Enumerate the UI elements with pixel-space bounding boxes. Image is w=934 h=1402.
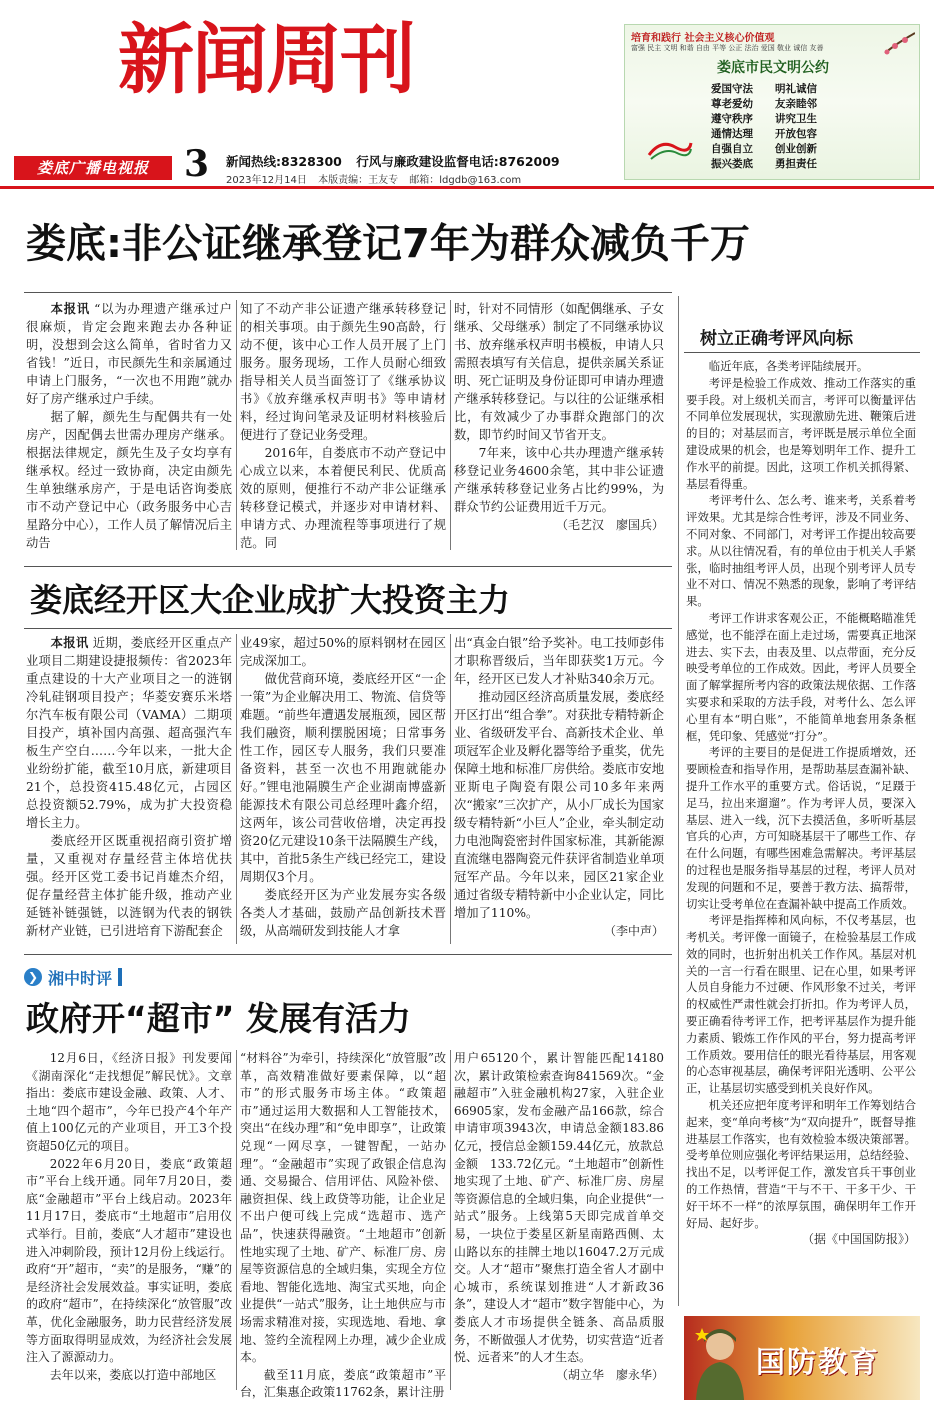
column-divider xyxy=(450,300,451,550)
civic-emblem-icon xyxy=(647,135,693,161)
civic-pact-title: 娄底市民文明公约 xyxy=(717,60,829,76)
soldier-icon xyxy=(688,1322,752,1400)
column-divider xyxy=(450,634,451,944)
article2-signature: （李中声） xyxy=(603,924,664,938)
article1-column-2: 知了不动产非公证遗产继承转移登记的相关事项。由于颜先生90高龄，行动不便，该中心工作人员开展了上门服务。服务现场，工作人员耐心细致指导相关人员当面签订了《继承协议书》《放弃继承权声明书》等申请材料，经过询问笔录及证明材料核验后便进行了登记业务受理。 2016年，自娄底市不动产登记中心成立以来，本着便民利民、优质高效的原则，便推行不动产非公证继承转移登记模式，并逐步对申请材料、申请方式、办理流程等事项进行了规范。同 xyxy=(240,302,446,550)
commentary-tag-label: 湘中时评 xyxy=(48,968,113,988)
hotline-info xyxy=(226,152,570,170)
divider xyxy=(24,292,672,293)
pact-row: 尊老爱幼 友亲睦邻 xyxy=(711,98,817,110)
issue-date: 2023年12月14日 xyxy=(226,175,307,186)
contact-email: 邮箱：ldgdb@163.com xyxy=(409,175,522,186)
divider xyxy=(24,628,672,629)
column-divider xyxy=(236,1050,237,1390)
civic-pact-grid xyxy=(711,81,861,171)
dateline xyxy=(226,171,529,186)
core-values-line: 富强 民主 文明 和谐 自由 平等 公正 法治 爱国 敬业 诚信 友善 xyxy=(631,44,824,52)
national-defense-banner xyxy=(684,1316,920,1400)
commentary-tag xyxy=(24,966,122,988)
article3-column-1: 12月6日，《经济日报》刊发要闻《湖南深化“走找想促”解民忧》。文章指出：娄底市建设金融、政策、人才、土地“四个超市”，今年已投产4个年产值上100亿元的产业项目，开工3个投资超50亿元的项目。 2022年6月20日，娄底“政策超市”平台上线开通。同年7月20日，娄底“金融超市”平台上线启动。2023年11月17日，娄底市“土地超市”启用仪式举行。目前，娄底“人才超市”建设也进入冲刺阶段，预计12月份上线运行。政府“开”超市，“卖”的是服务，“赚”的是经济社会发展效益。事实证明，娄底的政府“超市”，在持续深化“放管服”改革，优化金融服务，助力民营经济发展等方面取得明显成效，为经济社会发展注入了源源动力。 去年以来，娄底以打造中部地区 xyxy=(26,1051,232,1382)
article3-headline: 政府开“超市” 发展有活力 xyxy=(26,999,411,1038)
article2-column-1: 本报讯 近期，娄底经开区重点产业项目二期建设捷报频传：省2023年重点建设的十大产业项目之一的涟钢冷轧硅钢项目投产；华菱安赛乐米塔尔汽车板有限公司（VAMA）二期项目投产，填补国内高强、超高强汽车板生产空白……今年以来，一批大企业纷纷扩能，截至10月底，新建项目21个，总投资415.48亿元，占园区总投资额52.79%，成为扩大投资稳增长主力。 娄底经开区既重视招商引资扩增量，又重视对存量经营主体培优扶强。经开区党工委书记肖雄杰介绍，促存量经营主体扩能升级，推动产业延链补链强链，以涟钢为代表的钢铁新材产业链，已引进培育下游配套企 xyxy=(26,636,232,938)
banner-label: 国防教育 xyxy=(756,1345,881,1379)
news-hotline: 新闻热线:8328300 xyxy=(226,154,342,169)
article3-column-3: 用户65120个，累计智能匹配14180次，累计政策检索查询841569次。“金融超市”入驻金融机构27家，入驻企业66905家，发布金融产品166款，综合申请审项3943次，申请总金额183.86亿元，授信总金额159.44亿元，放款总金额 133.72亿元。“土地超市”创新性地实现了土地、矿产、标准厂房、房屋等资源信息的全域归集，向企业提供“一站式”服务。上线第5天即完成首单交易，一块位于娄星区新星南路西侧、太山路以东的挂牌土地以16047.2万元成交。人才“超市”聚焦打造全省人才副中心城市，系统谋划推进“人才新政36条”，建设人才“超市”数字智能中心，为娄底人才市场提供全链条、高品质服务，不断做强人才优势，切实营造“近者悦、远者来”的人才生态。 （胡立华 廖永华） xyxy=(454,1050,664,1384)
divider xyxy=(684,352,920,353)
article1-column-3: 时，针对不同情形（如配偶继承、子女继承、父母继承）制定了不同继承协议书、放弃继承权声明书模板，申请人只需照表填写有关信息，提供亲属关系证明、死亡证明及身份证即可申请办理遗产继承转移登记。与以往的公证继承相比，有效减少了办事群众跑部门的次数，即节约时间又节省开支。 7年来，该中心共办理遗产继承转移登记业务4600余笔，其中非公证遗产继承转移登记业务占比约99%，为群众节约公证费用近千万元。 （毛艺汉 廖国兵） xyxy=(454,302,664,532)
article2-column-2: 业49家，超过50%的原料钢材在园区完成深加工。 做优营商环境，娄底经开区“一企一策”为企业解决用工、物流、信贷等难题。“前些年遭遇发展瓶颈，园区帮我们融资，顺利摆脱困境；日常事务性工作，园区专人服务，我们只要准备资料，甚至一次也不用跑就能办好。”锂电池隔膜生产企业湖南博盛新能源技术有限公司总经理叶鑫介绍，这两年，该公司营收倍增，决定再投资20亿元建设10条干法隔膜生产线，其中，首批5条生产线已经完工，建设周期仅3个月。 娄底经开区为产业发展夯实各级各类人才基础，鼓励产品创新技术晋级，从高端研发到技能人才拿 xyxy=(240,636,446,938)
civic-pact-header: 培育和践行 社会主义核心价值观 xyxy=(631,33,775,44)
page-editor: 本版责编：王友专 xyxy=(318,175,399,186)
pact-row: 振兴娄底 勇担责任 xyxy=(711,158,817,170)
article1-column-1: 本报讯 “以为办理遗产继承过户很麻烦，肯定会跑来跑去办各种证明，没想到会这么简单，省时省力又省钱！”近日，市民颜先生和亲属通过申请上门服务，“一次也不用跑”就办好了房产继承过户手续。 据了解，颜先生与配偶共有一处房产，因配偶去世需办理房产继承。根据法律规定，颜先生及子女均享有继承权。经过一致协商，决定由颜先生单独继承房产，于是电话咨询娄底市不动产登记中心（政务服务中心吉星路分中心），工作人员了解情况后主动告 xyxy=(26,302,232,550)
page-number: 3 xyxy=(184,143,210,185)
newspaper-masthead-title: 新闻周刊 xyxy=(118,15,414,104)
divider xyxy=(24,954,672,955)
civic-pact-panel xyxy=(624,24,920,180)
pact-row: 自强自立 创业创新 xyxy=(711,143,817,155)
sidebar-divider xyxy=(678,296,679,1306)
article1-lead: 本报讯 xyxy=(50,302,91,316)
article2-headline: 娄底经开区大企业成扩大投资主力 xyxy=(30,581,511,619)
article3-column-2: “材料谷”为牵引，持续深化“放管服”改革，高效精准做好要素保障，以“超市”的形式服务市场主体。“政策超市”通过运用大数据和人工智能技术，突出“在线办理”和“免申即享”，让政策兑现“一网尽享，一键智配，一站办理”。“金融超市”实现了政银企信息沟通、交易撮合、信用评估、风险补偿、融资担保、线上政贷等功能，让企业足不出户便可线上完成“选超市、选产品”，快速获得融资。“土地超市”创新性地实现了土地、矿产、标准厂房、房屋等资源信息的全域归集，实现全方位看地、智能化选地、淘宝式买地，向企业提供“一站式”服务，让土地供应与市场需求精准对接，实现选地、看地、拿地、签约全流程网上办理，减少企业成本。 截至11月底，娄底“政策超市”平台，汇集惠企政策11762条，累计注册 xyxy=(240,1051,446,1400)
column-divider xyxy=(236,300,237,550)
chevron-right-icon: ❯ xyxy=(24,968,42,986)
sidebar-article: 临近年底，各类考评陆续展开。 考评是检验工作成效、推动工作落实的重要手段。对上级机关而言，考评可以衡量评估不同单位发展现状，实现激励先进、鞭策后进的目的；对基层而言，考评既是展示单位全面建设成果的机会，也是筹划明年工作、提升工作水平的前提。因此，这项工作机关抓得紧、基层看得重。 考评考什么、怎么考、谁来考，关系着考评效果。尤其是综合性考评，涉及不同业务、不同对象、不同部门，对考评工作提出较高要求。从以往情况看，有的单位由于机关人手紧张，临时抽组考评人员，出现个别考评人员专业不对口、情况不熟悉的现象，影响了考评结果。 考评工作讲求客观公正，不能概略瞄准凭感觉，也不能浮在面上走过场，需要真正地深进去、实下去，由表及里、以点带面，充分反映受考单位的工作成效。因此，考评人员要全面了解掌握所考内容的政策法规依据、工作落实要求和采取的方法手段，对考什么、怎么评心里有本“明白账”，不能简单地套用条条框框，凭印象、凭感觉“打分”。 考评的主要目的是促进工作提质增效，还要顾检查和指导作用，是帮助基层查漏补缺、提升工作水平的重要方式。俗话说，“足蹑于足马，拉出来遛遛”。作为考评人员，要深入基层、进入一线，沉下去摸活鱼，多听听基层官兵的心声，方可知晓基层干了哪些工作、存在什么问题，有哪些困难急需解决。考评基层的过程也是服务指导基层的过程，考评人员对发现的问题和不足，要善于教方法、搞帮带，切实让受考单位在查漏补缺中提高工作质效。 考评是指挥棒和风向标，不仅考基层，也考机关。考评像一面镜子，在检验基层工作成效的同时，也折射出机关工作作风。基层对机关的一言一行看在眼里、记在心里，如果考评人员自身能力不过硬、作风形象不过关，考评的权威性严肃性就会打折扣。作为考评人员，要正确看待考评工作，把考评基层作为提升能力素质、锻炼工作作风的平台，努力提高考评工作质效。要用信任的眼光看待基层，用客观的心态审视基层，确保考评阳光透明、公平公正，让基层切实感受到机关良好作风。 机关还应把年度考评和明年工作筹划结合起来，变“单向考核”为“双向提升”，既督导推进基层工作落实，也有效检验本级决策部署。受考单位则应强化考评结果运用，总结经验、找出不足，以考评促工作，激发官兵干事创业的工作热情，营造“干与不干、干多干少、干好干坏不一样”的浓厚氛围，确保明年工作开好局、起好步。 （据《中国国防报》） xyxy=(686,359,916,1247)
masthead-divider xyxy=(0,186,934,189)
article1-signature: （毛艺汉 廖国兵） xyxy=(555,518,664,532)
divider xyxy=(24,566,672,567)
article1-headline: 娄底:非公证继承登记7年为群众减负千万 xyxy=(26,221,750,267)
supervision-hotline: 行风与廉政建设监督电话:8762009 xyxy=(356,154,560,169)
column-divider xyxy=(236,634,237,944)
tag-accent-bar xyxy=(118,968,122,986)
channel-badge: 娄底广播电视报 xyxy=(14,156,172,180)
pact-row: 遵守秩序 讲究卫生 xyxy=(711,113,817,125)
pact-row: 通情达理 开放包容 xyxy=(711,128,817,140)
article2-column-3: 出“真金白银”给予奖补。电工技师彭伟才职称晋级后，当年即获奖1万元。今年，经开区已发人才补贴340余万元。 推动园区经济高质量发展，娄底经开区打出“组合拳”。对获批专精特新企业、省级研发平台、高新技术企业、单项冠军企业及孵化器等给予重奖，优先保障土地和标准厂房供给。娄底市安地亚斯电子陶瓷有限公司10多年来两次“搬家”三次扩产，从小厂成长为国家级专精特新“小巨人”企业，牵头制定动力电池陶瓷密封件国家标准，其新能源直流继电器陶瓷元件获评省制造业单项冠军产品。今年以来，园区21家企业通过省级专精特新中小企业认定，同比增加了110%。 （李中声） xyxy=(454,636,664,938)
article3-signature: （胡立华 廖永华） xyxy=(555,1367,664,1382)
sidebar-headline: 树立正确考评风向标 xyxy=(700,329,853,349)
sidebar-source: （据《中国国防报》） xyxy=(801,1232,916,1247)
column-divider xyxy=(450,1050,451,1390)
pact-row: 爱国守法 明礼诚信 xyxy=(711,83,817,95)
